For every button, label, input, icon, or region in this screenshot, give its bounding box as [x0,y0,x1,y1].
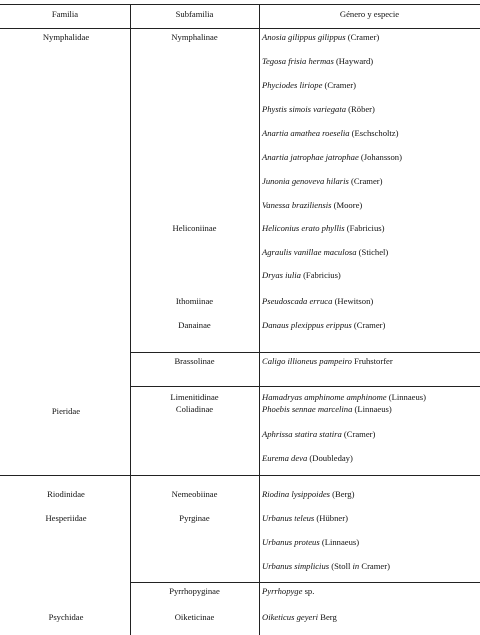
species-entry [262,128,398,138]
subfamily-nemeobiinae: Nemeobiinae [171,489,218,499]
species-entry [262,176,383,186]
header-genero-especie: Género y especie [339,9,400,19]
species-entry [262,296,373,306]
species-name: Agraulis vanillae maculosa [262,247,357,257]
species-author: (Fabricius) [300,270,341,280]
species-entry [262,392,426,402]
species-author: (Hübner) [314,513,348,523]
species-author: (Moore) [331,200,363,210]
species-author: (Linnaeus) [319,537,360,547]
subfamily-oiketicinae: Oiketicinae [174,612,215,622]
subfamily-coliadinae: Coliadinae [175,404,214,414]
table-top-rule [0,4,480,5]
family-riodinidae: Riodinidae [47,489,85,499]
species-name: Dryas iulia [262,270,301,280]
species-author: (Stichel) [356,247,389,257]
header-familia: Familia [51,9,79,19]
species-name: Urbanus simplicius [262,561,330,571]
species-author: (Cramer) [345,32,380,42]
species-author: (Cramer) [351,320,386,330]
species-name: Danaus plexippus erippus [262,320,352,330]
species-author: (Hayward) [333,56,374,66]
species-entry [262,200,362,210]
species-entry [262,513,348,523]
family-hesperiidae: Hesperiidae [45,513,87,523]
subfamily-danainae: Danainae [178,320,211,330]
subfamily-heliconiinae: Heliconiinae [172,223,217,233]
species-name: Phystis simois variegata [262,104,347,114]
species-author: (Röber) [346,104,375,114]
subfamily-nymphalinae: Nymphalinae [171,32,218,42]
species-author: (Cramer) [341,429,376,439]
species-name: Anartia amathea roeselia [262,128,350,138]
species-name: Vanessa braziliensis [262,200,332,210]
species-entry [262,152,402,162]
species-entry [262,56,373,66]
species-name: Aphrissa statira statira [262,429,342,439]
species-name: Tegosa frisia hermas [262,56,334,66]
header-rule [0,28,480,29]
species-name: Anosia gilippus gilippus [262,32,346,42]
family-nymphalidae: Nymphalidae [42,32,90,42]
species-author: (Johansson) [358,152,402,162]
species-author: (Stoll [329,561,353,571]
species-entry [262,320,385,330]
species-name: Pseudoscada erruca [262,296,333,306]
species-entry [262,586,314,596]
species-entry [262,612,337,622]
species-name: Junonia genoveva hilaris [262,176,349,186]
species-author: (Linnaeus) [352,404,392,414]
subfamily-limenitidinae: Limenitidinae [170,392,219,402]
species-name: Phyciodes liriope [262,80,323,90]
species-entry [262,247,388,257]
brassolinae-rule [130,352,480,353]
pyrrhopyginae-rule [130,582,480,583]
species-name: Riodina lysippoides [262,489,331,499]
species-entry [262,223,384,233]
species-author: (Fabricius) [344,223,385,233]
species-entry [262,270,341,280]
species-name: Heliconius erato phyllis [262,223,345,233]
species-entry [262,80,356,90]
species-entry [262,404,392,414]
species-author: (Doubleday) [307,453,353,463]
header-subfamilia: Subfamilia [175,9,214,19]
family-pieridae: Pieridae [51,406,81,416]
species-entry [262,32,379,42]
species-name: Oiketicus geyeri [262,612,319,622]
species-author: (Berg) [330,489,355,499]
species-entry [262,104,375,114]
species-author: Fruhstorfer [351,356,393,366]
species-entry [262,489,354,499]
species-author: (Cramer) [322,80,357,90]
species-author: (Hewitson) [332,296,374,306]
species-name: Urbanus proteus [262,537,320,547]
species-author: (Eschscholtz) [349,128,399,138]
species-author: Berg [318,612,337,622]
species-entry [262,429,375,439]
species-entry [262,537,359,547]
species-entry [262,561,390,571]
riodinidae-rule [0,475,480,476]
species-name: Urbanus teleus [262,513,315,523]
species-name: Caligo illioneus pampeiro [262,356,352,366]
species-name: Pyrrhopyge [262,586,303,596]
species-author: (Cramer) [348,176,383,186]
species-author: (Linnaeus) [386,392,426,402]
species-name: Anartia jatrophae jatrophae [262,152,359,162]
limenitidinae-rule [130,386,480,387]
subfamily-pyrrhopyginae: Pyrrhopyginae [169,586,220,596]
species-name: Phoebis sennae marcelina [262,404,353,414]
subfamily-pyrginae: Pyrginae [179,513,210,523]
species-author-in: in [352,561,360,571]
subfamily-ithomiinae: Ithomiinae [175,296,214,306]
column-divider-2 [259,4,260,635]
species-name: Eurema deva [262,453,308,463]
family-psychidae: Psychidae [48,612,84,622]
subfamily-brassolinae: Brassolinae [174,356,215,366]
species-entry [262,356,393,366]
species-entry [262,453,353,463]
species-author-cont: Cramer) [359,561,390,571]
species-name: Hamadryas amphinome amphinome [262,392,387,402]
species-author: sp. [302,586,315,596]
